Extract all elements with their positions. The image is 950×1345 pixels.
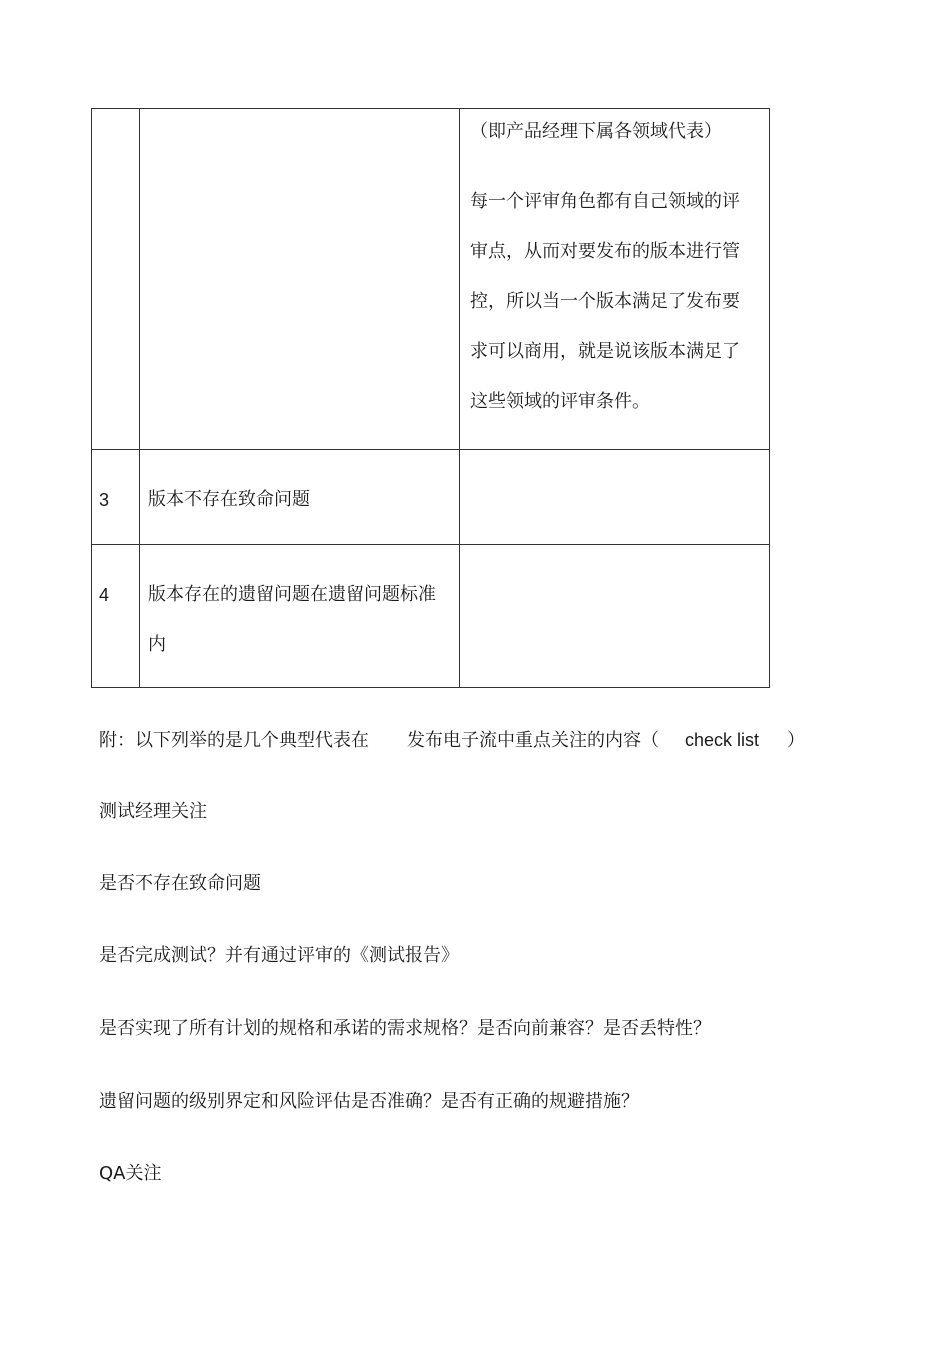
checklist-item: 遗留问题的级别界定和风险评估是否准确？是否有正确的规避措施？: [99, 1091, 639, 1112]
note-cell: [460, 450, 770, 545]
criteria-cell: [140, 545, 460, 688]
row-number-cell: [92, 450, 140, 545]
row-number: 3: [99, 490, 110, 510]
criteria-cell: [140, 109, 460, 450]
checklist-item: 是否不存在致命问题: [99, 873, 261, 894]
table-row: [92, 109, 770, 450]
appendix-prefix: 附：以下列举的是几个典型代表在: [99, 730, 369, 751]
criteria-text: 版本不存在致命问题: [148, 489, 310, 510]
appendix-checklist: check list: [685, 730, 760, 750]
appendix-intro: [99, 728, 805, 753]
row-number-cell: [92, 109, 140, 450]
appendix-close: ）: [787, 730, 806, 751]
table-row: [92, 450, 770, 545]
criteria-text: [140, 109, 459, 134]
section-heading-test-manager: 测试经理关注: [99, 801, 207, 822]
criteria-cell: [140, 450, 460, 545]
row-number: [92, 109, 139, 134]
note-text: 每一个评审角色都有自己领域的评审点，从而对要发布的版本进行管控，所以当一个版本满足了发布要求可以商用，就是说该版本满足了这些领域的评审条件。: [470, 191, 740, 412]
appendix-middle: 发布电子流中重点关注的内容（: [407, 730, 659, 751]
review-criteria-table: [91, 108, 770, 688]
note-text: [460, 450, 769, 475]
checklist-item: 是否实现了所有计划的规格和承诺的需求规格？是否向前兼容？是否丢特性？: [99, 1018, 711, 1039]
checklist-item: 是否完成测试？并有通过评审的《测试报告》: [99, 945, 459, 966]
note-text: [460, 545, 769, 570]
note-cell: [460, 545, 770, 688]
row-number: 4: [99, 585, 110, 605]
section-heading-qa: QA关注: [99, 1163, 162, 1184]
note-cell: [460, 109, 770, 450]
criteria-text: 版本存在的遗留问题在遗留问题标准内: [148, 584, 436, 655]
row-number-cell: [92, 545, 140, 688]
note-parenthetical: （即产品经理下属各领域代表）: [470, 121, 722, 142]
table-row: [92, 545, 770, 688]
